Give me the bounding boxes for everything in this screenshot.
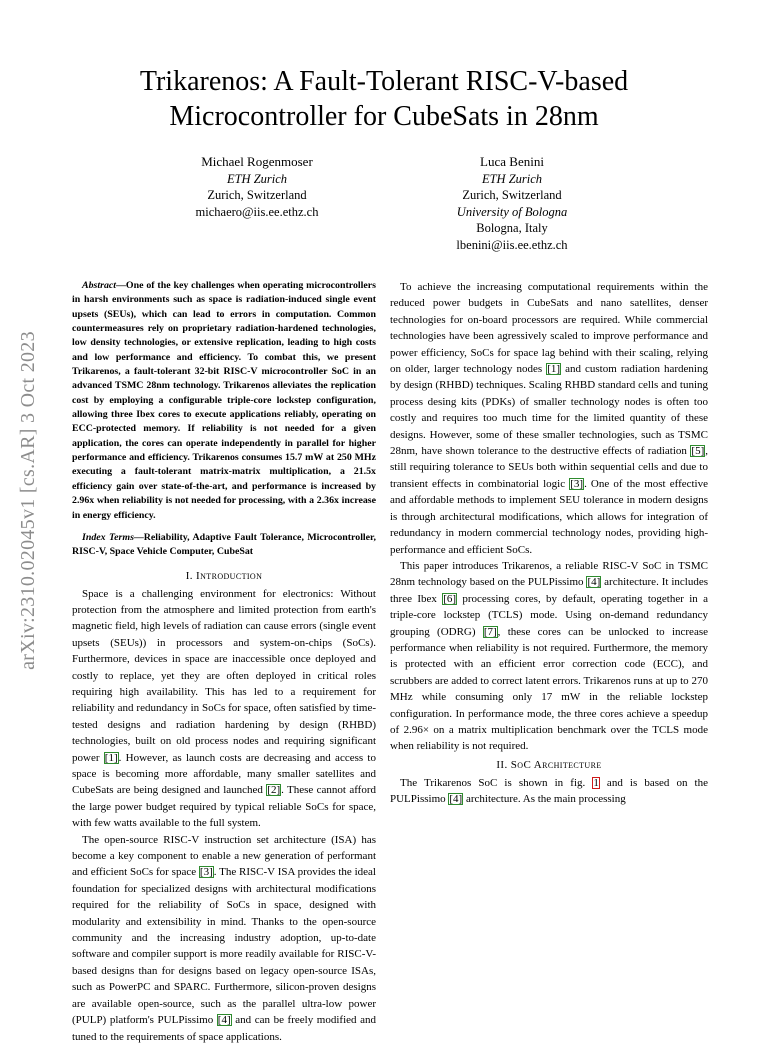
paragraph-text: architecture. It includes three Ibex	[390, 576, 708, 605]
left-column	[72, 279, 376, 1045]
author-location: Zurich, Switzerland	[207, 188, 307, 202]
author-block-2	[392, 154, 632, 253]
citation-link[interactable]: [4]	[449, 793, 463, 806]
paper-title-line-1: Trikarenos: A Fault-Tolerant RISC-V-based	[139, 66, 629, 97]
arxiv-identifier-stamp	[6, 280, 50, 720]
author-email: michaero@iis.ee.ethz.ch	[195, 204, 319, 219]
citation-link[interactable]: [3]	[199, 866, 213, 879]
paragraph-text: Space is a challenging environment for electronics: Without protection from the atmosphere and limited protection from earth's magnetic field, high levels of radiation can cause errors (single event upsets (SEUs)) in processors and system-on-chips (SoCs). Furthermore, devices in space are inaccessible once deployed and costly to replace, yet they are often deployed in critical roles requiring high availability. This has led to a requirement for reliability and redundancy in SoCs for space, often satisfied by time-tested designs and radiation hardening by design (RHBD) technologies, built on old process nodes and requiring significant power	[72, 587, 376, 764]
author-location-2: Bologna, Italy	[476, 221, 548, 235]
paragraph-text: This paper introduces Trikarenos, a reliable RISC-V SoC in TSMC 28nm technology based on the PULPissimo	[390, 559, 708, 589]
paragraph-text: . The RISC-V ISA provides the ideal foundation for specialized designs with architectural modifications required for the reliability of SoCs in space, designed with modularity and extensibility in mind. Thanks to the open-source community and the increasing industry adoption, up-to-date software and compiler support is more readily available for RISC-V-based designs than for designs based on legacy open-source ISAs, such as PowerPC and SPARC. Furthermore, silicon-proven designs are available open-source, such as the parallel ultra-low power (PULP) platform's PULPissimo	[72, 866, 376, 1027]
citation-link[interactable]: [7]	[483, 625, 497, 638]
citation-link[interactable]: [6]	[443, 592, 457, 605]
intro-paragraph-4	[390, 558, 708, 755]
paper-title	[60, 64, 708, 134]
author-location: Zurich, Switzerland	[462, 188, 562, 202]
paragraph-text: To achieve the increasing computational requirements within the reduced power budgets in CubeSats and nano satellites, denser technologies for on-board processors are required. While commercial technologies have been agressively scaled to improve performance and power efficiency, SoCs for space lag behind with their scaling, relying on older, larger technology nodes	[390, 281, 708, 376]
figure-link[interactable]: 1	[593, 776, 599, 789]
abstract-label: Abstract	[82, 280, 117, 291]
author-name: Michael Rogenmoser	[201, 154, 313, 169]
paragraph-text: , still requiring tolerance to SEUs both within sequential cells and due to transient effects in combinatorial logic	[390, 445, 708, 490]
paragraph-text: The open-source RISC-V instruction set architecture (ISA) has become a key component to enable a new generation of performant and efficient SoCs for space	[72, 833, 376, 879]
paragraph-text: and can be freely modified and tuned to the requirements of space applications.	[72, 1014, 376, 1043]
index-terms-text: —Reliability, Adaptive Fault Tolerance, Microcontroller, RISC-V, Space Vehicle Computer, CubeSat	[72, 531, 377, 558]
author-affiliation: ETH Zurich	[226, 171, 288, 186]
section-heading-introduction: I. Introduction	[185, 569, 263, 582]
author-affiliation-2: University of Bologna	[456, 204, 568, 219]
paragraph-text: . These cannot afford the large power budget required by typical reliable SoCs for space, with few watts available to the full system.	[72, 784, 377, 830]
intro-paragraph-1	[72, 586, 376, 832]
paragraph-text: and custom radiation hardening by design (RHBD) techniques. Scaling RHBD standard cells and tuning process desing kits (PDKs) of smaller technology nodes is often too costly and requires too much time for the limited quantity of these designs. However, some of these smaller technologies, such as TSMC 28nm, have shown tolerance to the destructive effects of radiation	[390, 363, 708, 458]
citation-link[interactable]: [1]	[547, 363, 561, 376]
arxiv-identifier-text: arXiv:2310.02045v1 [cs.AR] 3 Oct 2023	[16, 330, 39, 670]
paragraph-text: . One of the most effective and affordable methods to implement SEU tolerance in modern designs is through architectural modifications, which allows for integration of redundancy in modern commercial technology nodes, providing high-performance and efficient SoCs.	[390, 477, 708, 556]
citation-link[interactable]: [1]	[104, 751, 118, 764]
author-name: Luca Benini	[480, 154, 544, 169]
paragraph-text: architecture. As the main processing	[463, 793, 626, 806]
citation-link[interactable]: [4]	[587, 576, 601, 589]
intro-paragraph-3	[390, 279, 708, 558]
abstract	[72, 279, 376, 523]
citation-link[interactable]: [5]	[691, 445, 705, 458]
paragraph-text: The Trikarenos SoC is shown in fig.	[400, 776, 593, 789]
author-block-1	[137, 154, 377, 220]
index-terms	[72, 531, 376, 560]
paragraph-text: and is based on the PULPissimo	[390, 776, 708, 806]
abstract-text: —One of the key challenges when operating microcontrollers in harsh environments such as space is radiation-induced single event upsets (SEUs), which can lead to errors in computation. Common countermeasures rely on proprietary radiation-hardened technologies, low density technologies, or extensive replication, leading to high costs and low performance and efficiency. To combat this, we present Trikarenos, a fault-tolerant 32-bit RISC-V microcontroller SoC in an advanced TSMC 28nm technology. Trikarenos alleviates the replication cost by employing a configurable triple-core lockstep configuration, allowing three Ibex cores to execute applications reliably, operating on ECC-protected memory. If reliability is not needed for a given application, the cores can operate independently in parallel for higher performance and efficiency. Trikarenos consumes 15.7 mW at 250 MHz executing a fault-tolerant matrix-matrix multiplication, a 21.5x efficiency gain over state-of-the-art, and performance is increased by 2.96x when reliability is not needed for processing, with a 2.36x increase in energy efficiency.	[72, 280, 376, 521]
right-column	[390, 279, 708, 808]
paper-title-line-2: Microcontroller for CubeSats in 28nm	[169, 101, 599, 132]
author-affiliation: ETH Zurich	[481, 171, 543, 186]
section-heading-soc-architecture: II. SoC Architecture	[496, 758, 602, 771]
paragraph-text: , these cores can be unlocked to increase performance when reliability is not required. Furthermore, the memory is protected with an efficient error correction code (ECC), and scrubbers are added to correct latent errors. Trikarenos runs at up to 270 MHz while consuming only 17 mW in the reliable lockstep configuration. In performance mode, the three cores achieve a speedup of 2.96× on a matrix multiplication benchmark over the TCLS mode when reliability is not required.	[390, 625, 708, 753]
citation-link[interactable]: [2]	[267, 784, 281, 797]
citation-link[interactable]: [3]	[570, 477, 584, 490]
paragraph-text: processing cores, by default, operating together in a triple-core lockstep (TCLS) mode. Using on-demand redundancy grouping (ODRG)	[390, 592, 709, 638]
paragraph-text: . However, as launch costs are decreasing and access to space is becoming more affordable, many smaller satellites and CubeSats are being designed and launched	[72, 751, 376, 797]
citation-link[interactable]: [4]	[217, 1014, 231, 1027]
intro-paragraph-2	[72, 832, 376, 1045]
soc-paragraph-1	[390, 775, 708, 808]
index-terms-label: Index Terms	[82, 531, 134, 543]
author-email: lbenini@iis.ee.ethz.ch	[456, 237, 568, 252]
